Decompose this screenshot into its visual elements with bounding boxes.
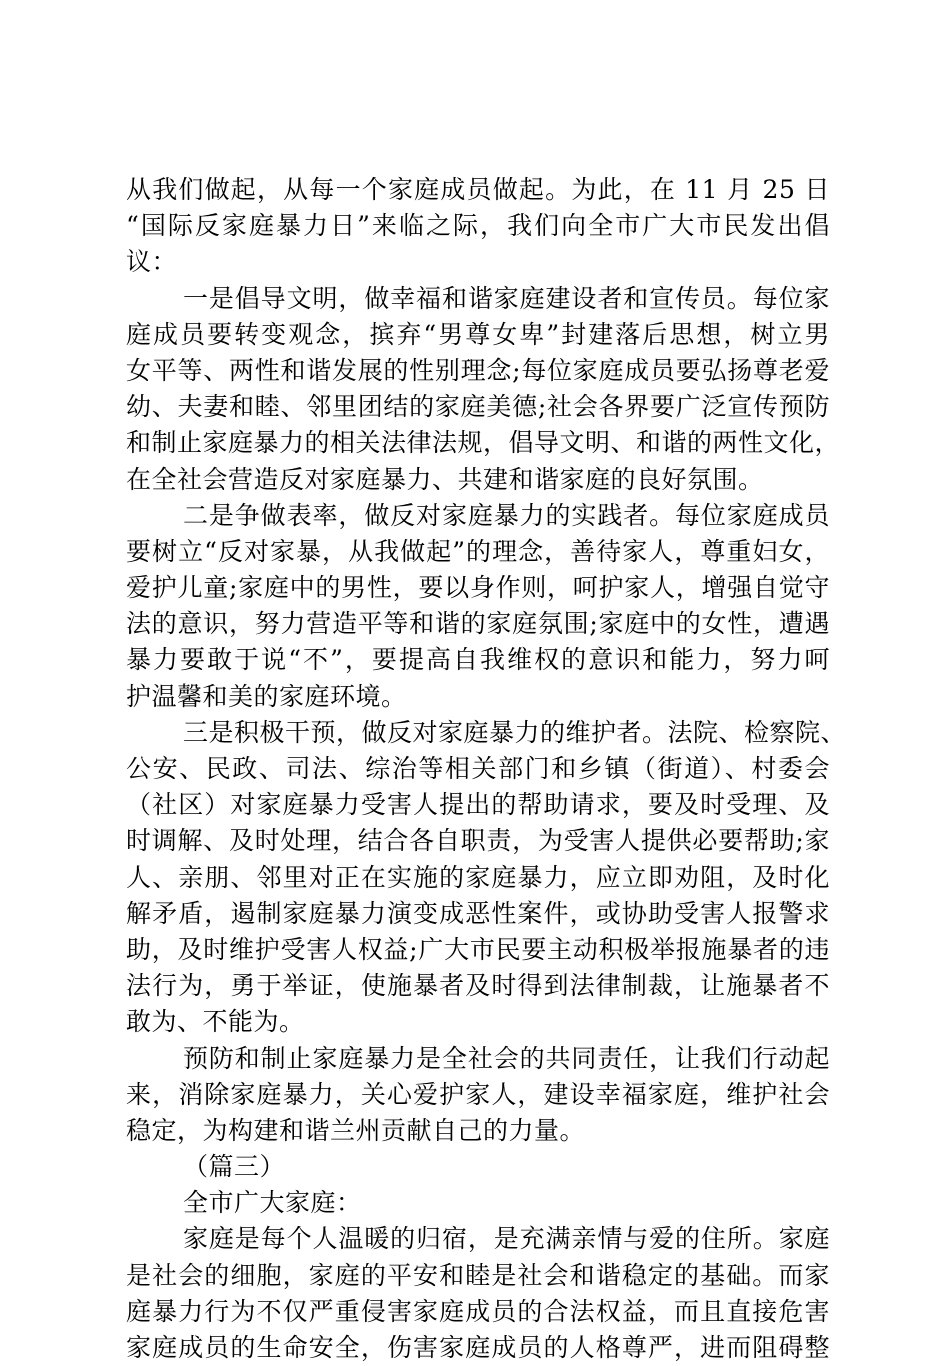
text-line: 来，消除家庭暴力，关心爱护家人，建设幸福家庭，维护社会 xyxy=(126,1079,830,1109)
text-line: 人、亲朋、邻里对正在实施的家庭暴力，应立即劝阻，及时化 xyxy=(126,862,830,892)
text-line: 爱护儿童;家庭中的男性，要以身作则，呵护家人，增强自觉守 xyxy=(126,573,830,603)
text-line: “国际反家庭暴力日”来临之际，我们向全市广大市民发出倡 xyxy=(126,211,830,241)
text-line: 议： xyxy=(126,247,178,277)
text-line: 护温馨和美的家庭环境。 xyxy=(126,681,407,711)
text-line: 要树立“反对家暴，从我做起”的理念，善待家人，尊重妇女， xyxy=(126,536,830,566)
text-line: 幼、夫妻和睦、邻里团结的家庭美德;社会各界要广泛宣传预防 xyxy=(126,392,830,422)
text-line: 和制止家庭暴力的相关法律法规，倡导文明、和谐的两性文化， xyxy=(126,428,841,458)
body-text xyxy=(126,172,847,1366)
text-line: 暴力要敢于说“不”，要提高自我维权的意识和能力，努力呵 xyxy=(126,645,830,675)
text-line: 敢为、不能为。 xyxy=(126,1007,305,1037)
text-line: 庭成员要转变观念，摈弃“男尊女卑”封建落后思想，树立男 xyxy=(126,319,830,349)
text-line: 一是倡导文明，做幸福和谐家庭建设者和宣传员。每位家 xyxy=(183,283,830,313)
text-line: 公安、民政、司法、综治等相关部门和乡镇（街道）、村委会 xyxy=(126,754,830,783)
text-line: 在全社会营造反对家庭暴力、共建和谐家庭的良好氛围。 xyxy=(126,464,764,494)
text-line: 从我们做起，从每一个家庭成员做起。为此，在 11 月 25 日 xyxy=(126,175,830,204)
text-line: 二是争做表率，做反对家庭暴力的实践者。每位家庭成员 xyxy=(183,500,830,530)
text-line: 家庭成员的生命安全，伤害家庭成员的人格尊严，进而阻碍整 xyxy=(126,1333,830,1362)
text-line: 解矛盾，遏制家庭暴力演变成恶性案件，或协助受害人报警求 xyxy=(126,898,830,928)
text-line: （篇三） xyxy=(183,1152,286,1182)
text-line: 三是积极干预，做反对家庭暴力的维护者。法院、检察院、 xyxy=(183,717,847,747)
text-line: 法行为，勇于举证，使施暴者及时得到法律制裁，让施暴者不 xyxy=(126,971,830,1001)
text-line: 法的意识，努力营造平等和谐的家庭氛围;家庭中的女性，遭遇 xyxy=(126,609,830,639)
text-line: （社区）对家庭暴力受害人提出的帮助请求，要及时受理、及 xyxy=(126,790,830,820)
text-line: 家庭是每个人温暖的归宿，是充满亲情与爱的住所。家庭 xyxy=(183,1224,830,1254)
text-line: 时调解、及时处理，结合各自职责，为受害人提供必要帮助;家 xyxy=(126,826,830,856)
text-line: 预防和制止家庭暴力是全社会的共同责任，让我们行动起 xyxy=(183,1043,830,1073)
text-line: 助，及时维护受害人权益;广大市民要主动积极举报施暴者的违 xyxy=(126,934,830,964)
text-line: 全市广大家庭： xyxy=(183,1188,362,1218)
text-line: 女平等、两性和谐发展的性别理念;每位家庭成员要弘扬尊老爱 xyxy=(126,355,830,385)
text-line: 稳定，为构建和谐兰州贡献自己的力量。 xyxy=(126,1115,586,1145)
text-line: 庭暴力行为不仅严重侵害家庭成员的合法权益，而且直接危害 xyxy=(126,1296,830,1326)
text-line: 是社会的细胞，家庭的平安和睦是社会和谐稳定的基础。而家 xyxy=(126,1260,830,1290)
